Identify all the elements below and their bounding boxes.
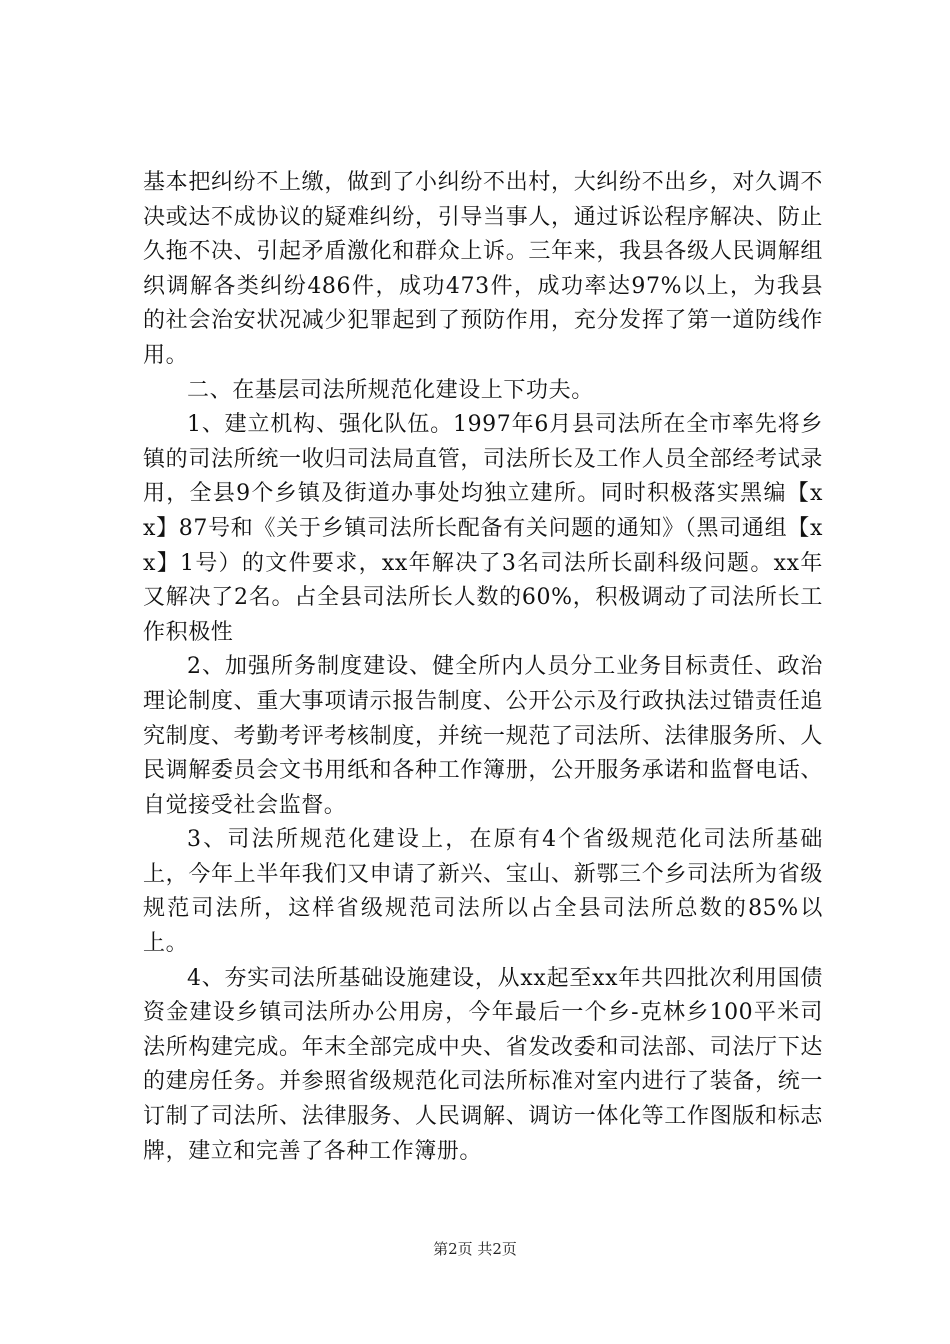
document-body (143, 166, 823, 1169)
page-number-footer: 第2页 共2页 (433, 1240, 517, 1258)
paragraph-item-1: 1、建立机构、强化队伍。1997年6月县司法所在全市率先将乡镇的司法所统一收归司法局直管，司法所长及工作人员全部经考试录用，全县9个乡镇及街道办事处均独立建所。同时积极落实黑编【xx】87号和《关于乡镇司法所长配备有关问题的通知》（黑司通组【xx】1号）的文件要求，xx年解决了3名司法所长副科级问题。xx年又解决了2名。占全县司法所长人数的60%，积极调动了司法所长工作积极性 (143, 412, 823, 645)
paragraph-continuation: 基本把纠纷不上缴，做到了小纠纷不出村，大纠纷不出乡，对久调不决或达不成协议的疑难纠纷，引导当事人，通过诉讼程序解决、防止久拖不决、引起矛盾激化和群众上诉。三年来，我县各级人民调解组织调解各类纠纷486件，成功473件，成功率达97%以上，为我县的社会治安状况减少犯罪起到了预防作用，充分发挥了第一道防线作用。 (143, 170, 823, 368)
paragraph-item-4: 4、夯实司法所基础设施建设，从xx起至xx年共四批次利用国债资金建设乡镇司法所办公用房，今年最后一个乡-克林乡100平米司法所构建完成。年末全部完成中央、省发改委和司法部、司法厅下达的建房任务。并参照省级规范化司法所标准对室内进行了装备，统一订制了司法所、法律服务、人民调解、调访一体化等工作图版和标志牌，建立和完善了各种工作簿册。 (143, 965, 823, 1164)
paragraph-item-2: 2、加强所务制度建设、健全所内人员分工业务目标责任、政治理论制度、重大事项请示报告制度、公开公示及行政执法过错责任追究制度、考勤考评考核制度，并统一规范了司法所、法律服务所、人民调解委员会文书用纸和各种工作簿册，公开服务承诺和监督电话、自觉接受社会监督。 (143, 654, 823, 818)
section-heading: 二、在基层司法所规范化建设上下功夫。 (187, 377, 594, 403)
paragraph-item-3: 3、司法所规范化建设上，在原有4个省级规范化司法所基础上，今年上半年我们又申请了新兴、宝山、新鄂三个乡司法所为省级规范司法所，这样省级规范司法所以占全县司法所总数的85%以上。 (143, 827, 823, 957)
